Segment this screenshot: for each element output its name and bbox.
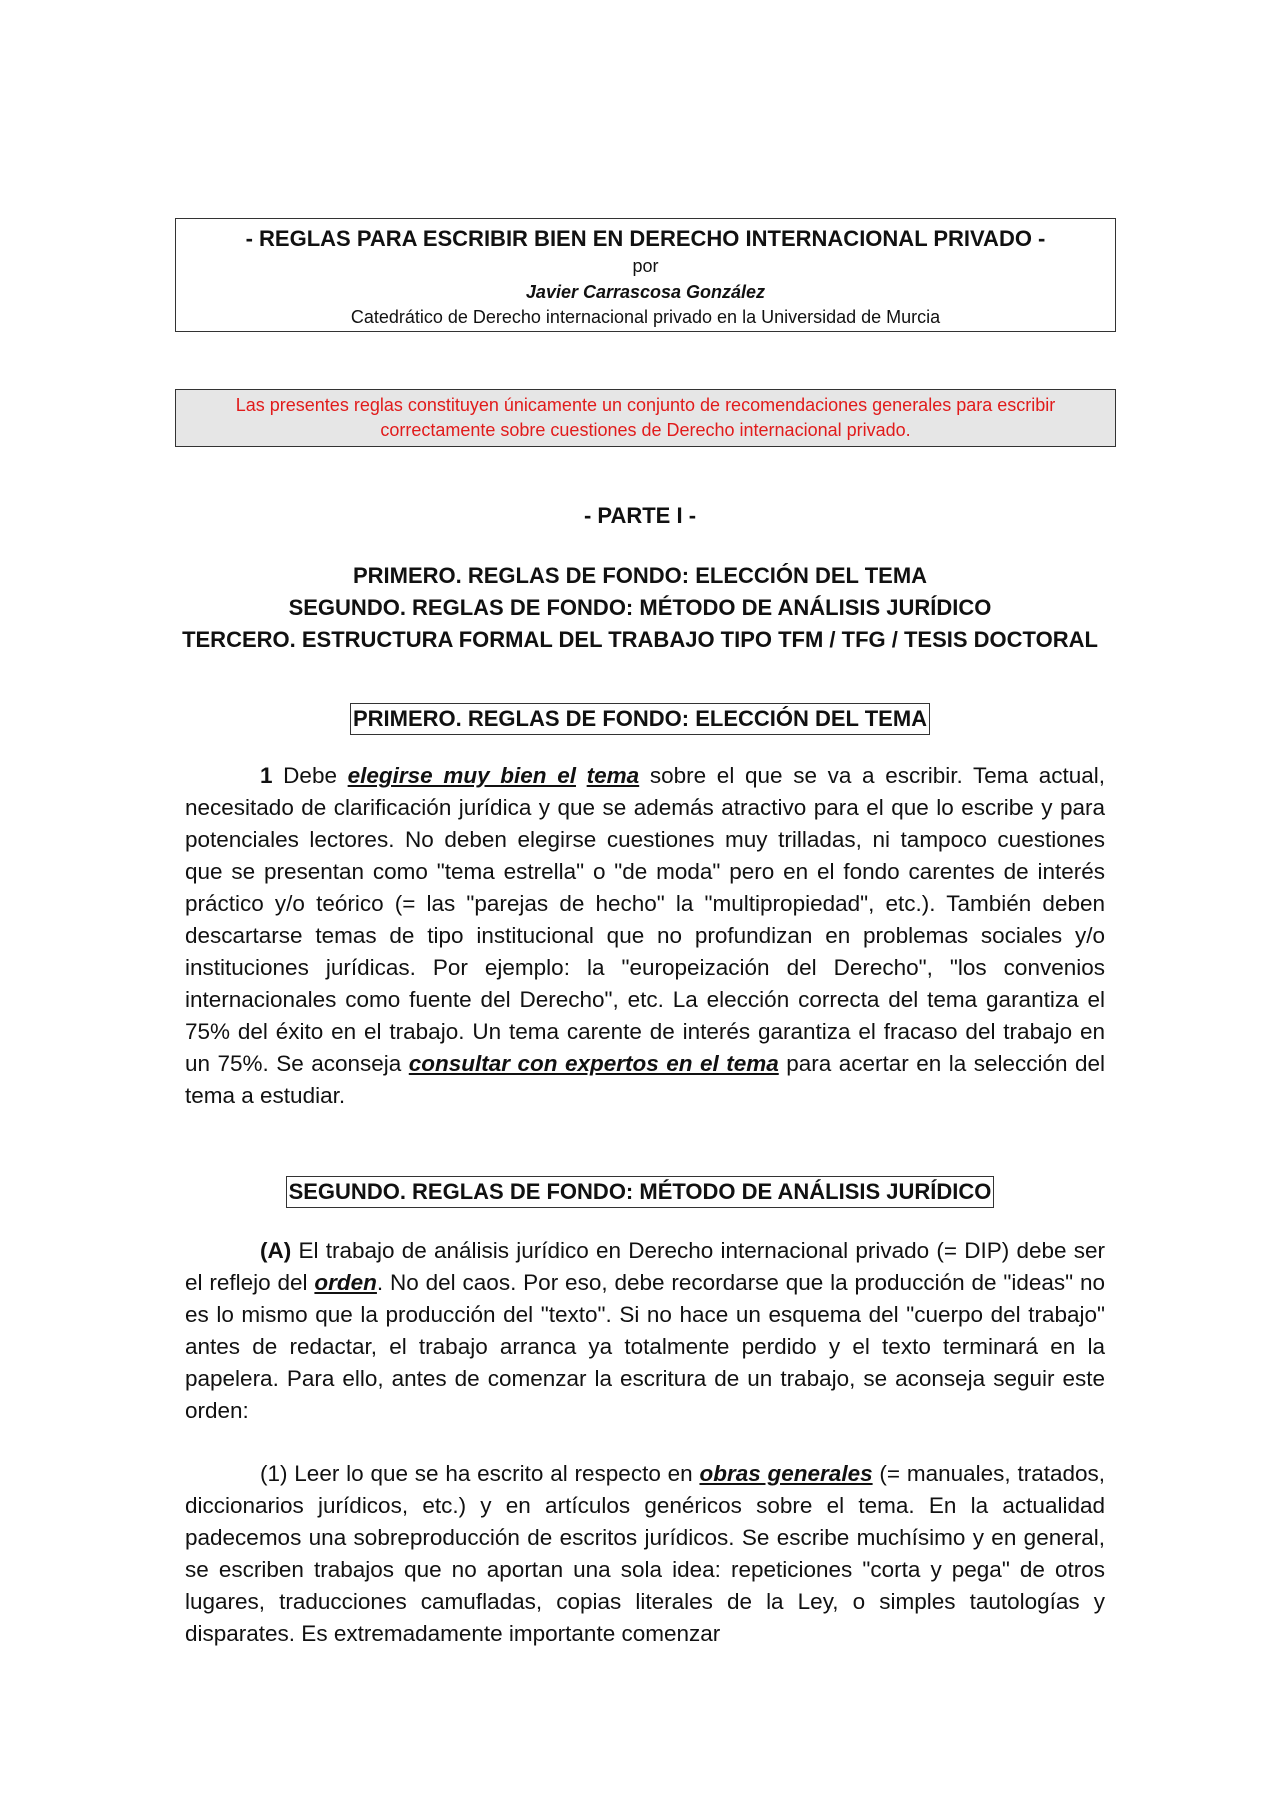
- emphasis-text: consultar con expertos en el tema: [408, 1051, 779, 1076]
- author-name: Javier Carrascosa González: [525, 282, 766, 302]
- author-affiliation: Catedrático de Derecho internacional privado en la Universidad de Murcia: [350, 307, 941, 327]
- text-run: El trabajo de análisis jurídico en Derecho internacional privado (= DIP) debe ser el reflejo del: [185, 1238, 1105, 1295]
- emphasis-text: orden: [314, 1270, 377, 1295]
- paragraph-number: 1: [260, 763, 273, 788]
- emphasis-text: tema: [586, 763, 640, 788]
- part-heading: - PARTE I -: [583, 503, 697, 528]
- section-2-heading-text: SEGUNDO. REGLAS DE FONDO: MÉTODO DE ANÁLISIS JURÍDICO: [286, 1176, 995, 1208]
- text-run: Debe: [272, 763, 348, 788]
- section-2-heading: [0, 1176, 1280, 1208]
- title-box: [175, 218, 1116, 332]
- paragraph-label: (1): [260, 1461, 288, 1486]
- section-1-heading-text: PRIMERO. REGLAS DE FONDO: ELECCIÓN DEL TEMA: [350, 703, 930, 735]
- text-run: para acertar en la selección del tema a estudiar.: [185, 1051, 1105, 1108]
- disclaimer-line-1: Las presentes reglas constituyen únicamente un conjunto de recomendaciones generales para escribir: [235, 395, 1056, 415]
- table-of-contents: [0, 560, 1280, 656]
- disclaimer-line-2: correctamente sobre cuestiones de Derecho internacional privado.: [380, 420, 911, 440]
- disclaimer-note: [175, 389, 1116, 447]
- toc-item: TERCERO. ESTRUCTURA FORMAL DEL TRABAJO TIPO TFM / TFG / TESIS DOCTORAL: [182, 627, 1098, 652]
- toc-item: PRIMERO. REGLAS DE FONDO: ELECCIÓN DEL TEMA: [352, 563, 928, 588]
- emphasis-text: obras generales: [699, 1461, 873, 1486]
- emphasis-text: elegirse muy bien el: [347, 763, 576, 788]
- paragraph-label: (A): [260, 1238, 292, 1263]
- paragraph-1-list: [185, 1458, 1105, 1650]
- document-title: - REGLAS PARA ESCRIBIR BIEN EN DERECHO INTERNACIONAL PRIVADO -: [245, 226, 1046, 251]
- section-1-heading: [0, 703, 1280, 735]
- text-run: Leer lo que se ha escrito al respecto en: [287, 1461, 700, 1486]
- text-run: (= manuales, tratados, diccionarios jurídicos, etc.) y en artículos genéricos sobre el tema. En la actualidad padecemos una sobreproducción de escritos jurídicos. Se escribe muchísimo y en general, se escriben trabajos que no aportan una sola idea: repeticiones "corta y pega" de otros lugares, traducciones camufladas, copias literales de la Ley, o simples tautologías y disparates. Es extremadamente importante comenzar: [185, 1461, 1105, 1646]
- paragraph-a: [185, 1235, 1105, 1427]
- by-label: por: [632, 256, 659, 276]
- text-run: sobre el que se va a escribir. Tema actual, necesitado de clarificación jurídica y que se además atractivo para el que lo escribe y para potenciales lectores. No deben elegirse cuestiones muy trilladas, ni tampoco cuestiones que se presentan como "tema estrella" o "de moda" pero en el fondo carentes de interés práctico y/o teórico (= las "parejas de hecho" la "multipropiedad", etc.). También deben descartarse temas de tipo institucional que no profundizan en problemas sociales y/o instituciones jurídicas. Por ejemplo: la "europeización del Derecho", "los convenios internacionales como fuente del Derecho", etc. La elección correcta del tema garantiza el 75% del éxito en el trabajo. Un tema carente de interés garantiza el fracaso del trabajo en un 75%. Se aconseja: [185, 763, 1105, 1076]
- text-run: [576, 763, 587, 788]
- text-run: . No del caos. Por eso, debe recordarse que la producción de "ideas" no es lo mismo que la producción del "texto". Si no hace un esquema del "cuerpo del trabajo" antes de redactar, el trabajo arranca ya totalmente perdido y el texto terminará en la papelera. Para ello, antes de comenzar la escritura de un trabajo, se aconseja seguir este orden:: [185, 1270, 1105, 1423]
- paragraph-1: [185, 760, 1105, 1112]
- toc-item: SEGUNDO. REGLAS DE FONDO: MÉTODO DE ANÁLISIS JURÍDICO: [288, 595, 992, 620]
